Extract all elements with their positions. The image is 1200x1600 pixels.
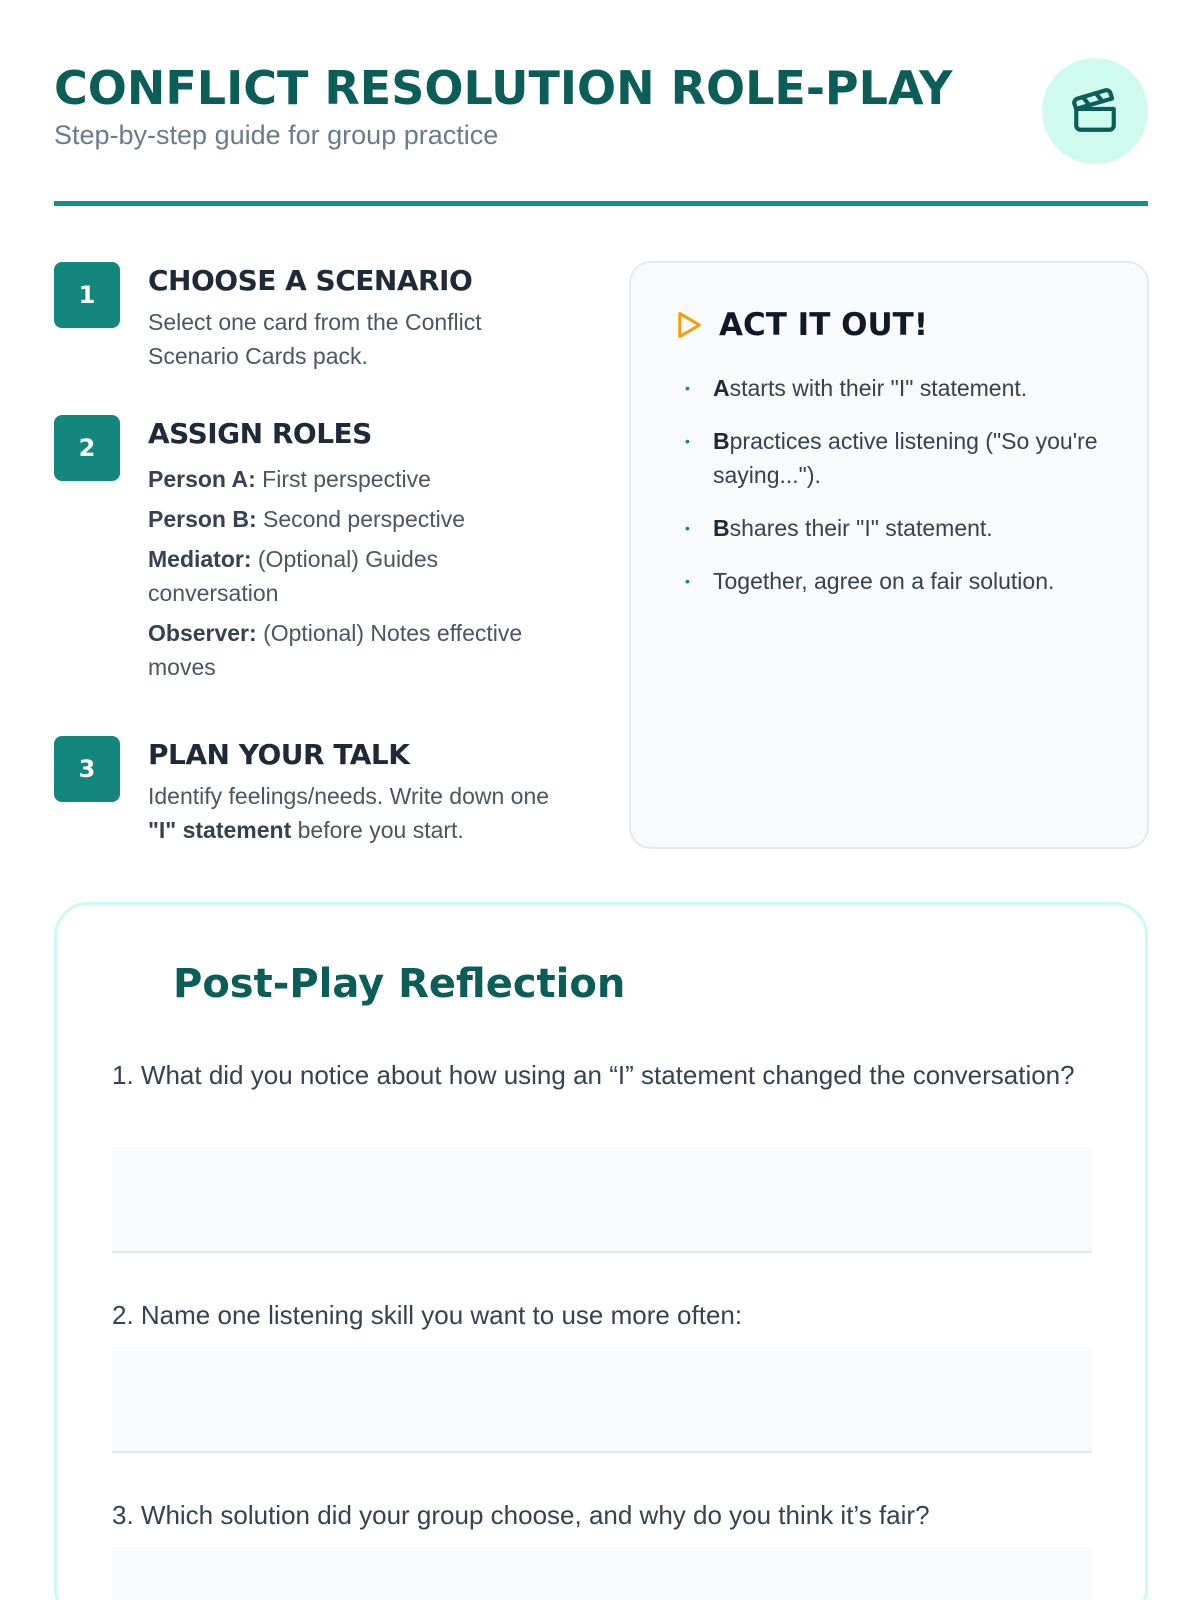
role-observer	[148, 616, 574, 684]
role-description: Second perspective	[263, 506, 466, 532]
role-letter: B	[713, 428, 730, 454]
step-choose-scenario	[54, 261, 574, 373]
step-description: Select one card from the Conflict Scenario Cards pack.	[148, 309, 482, 369]
list-item	[677, 424, 1117, 492]
role-letter: B	[713, 515, 730, 541]
step-text-bold: "I" statement	[148, 817, 292, 843]
item-text: starts with their "I" statement.	[729, 375, 1028, 401]
step-title: PLAN YOUR TALK	[148, 738, 410, 771]
item-text: practices active listening ("So you're saying...").	[713, 428, 1098, 488]
step-assign-roles	[54, 414, 574, 684]
role-description: (Optional) Guides conversation	[148, 546, 439, 606]
reflection-question-1: 1. What did you notice about how using an “I” statement changed the conversation?	[112, 1060, 1075, 1090]
role-description: First perspective	[262, 466, 431, 492]
role-person-a	[148, 462, 574, 496]
step-number-badge: 3	[54, 736, 120, 802]
role-label: Person B:	[148, 506, 257, 532]
step-text-before: Identify feelings/needs. Write down one	[148, 783, 550, 809]
act-it-out-card	[629, 261, 1149, 849]
reflection-question-2: 2. Name one listening skill you want to use more often:	[112, 1300, 743, 1330]
reflection-question-3: 3. Which solution did your group choose, and why do you think it’s fair?	[112, 1500, 930, 1530]
page-title: CONFLICT RESOLUTION ROLE-PLAY	[54, 61, 953, 115]
act-header	[675, 307, 928, 343]
role-description: (Optional) Notes effective moves	[148, 620, 523, 680]
list-item	[677, 511, 1117, 545]
reflection-card	[54, 902, 1148, 1600]
step-text-after: before you start.	[291, 817, 464, 843]
role-person-b	[148, 502, 574, 536]
step-number-badge: 2	[54, 415, 120, 481]
item-text: Together, agree on a fair solution.	[713, 568, 1055, 594]
list-item	[677, 564, 1117, 598]
step-title: ASSIGN ROLES	[148, 417, 372, 450]
step-description	[148, 779, 574, 847]
header-badge	[1042, 58, 1148, 164]
clapperboard-icon	[1070, 86, 1120, 136]
role-label: Observer:	[148, 620, 257, 646]
role-letter: A	[713, 375, 730, 401]
step-title: CHOOSE A SCENARIO	[148, 264, 473, 297]
role-label: Person A:	[148, 466, 256, 492]
header-divider	[54, 201, 1148, 206]
answer-field-1[interactable]	[112, 1147, 1092, 1253]
list-item	[677, 371, 1117, 405]
role-mediator	[148, 542, 574, 610]
role-label: Mediator:	[148, 546, 252, 572]
play-icon	[675, 310, 703, 340]
answer-field-2[interactable]	[112, 1347, 1092, 1453]
item-text: shares their "I" statement.	[729, 515, 993, 541]
step-number-badge: 1	[54, 262, 120, 328]
reflection-title: Post-Play Reflection	[173, 961, 626, 1007]
page-header	[54, 58, 1148, 168]
page-subtitle: Step-by-step guide for group practice	[54, 120, 499, 150]
step-plan-talk	[54, 735, 574, 847]
act-title: ACT IT OUT!	[719, 307, 928, 343]
act-steps-list	[677, 371, 1117, 617]
answer-field-3[interactable]	[112, 1547, 1092, 1600]
